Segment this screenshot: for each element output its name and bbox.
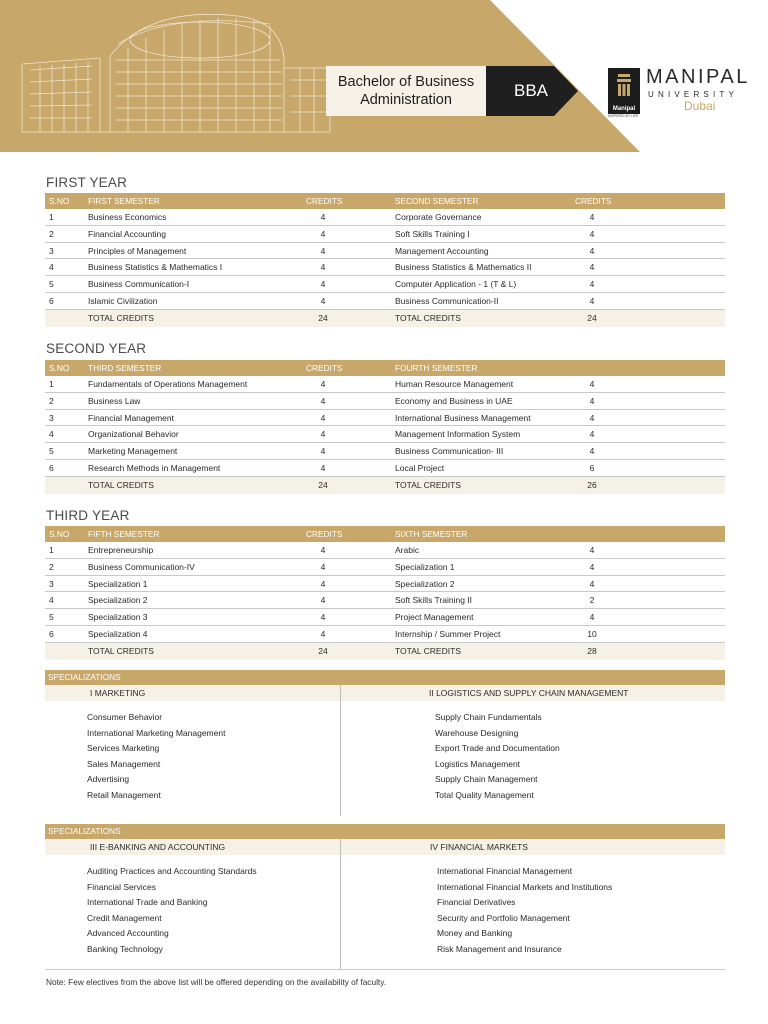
specializations-subheader	[45, 839, 725, 855]
specialization-course: Risk Management and Insurance	[437, 944, 562, 954]
course-sem5: Specialization 3	[88, 612, 148, 623]
header-sno: S.NO	[49, 363, 70, 373]
logo-emblem-icon	[608, 68, 640, 104]
course-sem2: Soft Skills Training I	[395, 228, 470, 239]
credits-sem1: 4	[320, 212, 326, 222]
course-sem1: Principles of Management	[88, 245, 187, 256]
footer-note: Note: Few electives from the above list will be offered depending on the availability of faculty.	[46, 977, 387, 987]
table-row	[45, 559, 725, 576]
course-sem3: Fundamentals of Operations Management	[88, 379, 248, 389]
row-sno: 6	[49, 462, 54, 473]
credits-sem6: 2	[589, 595, 595, 606]
specialization-course: Advanced Accounting	[87, 928, 169, 938]
footer-divider	[45, 969, 725, 970]
row-sno: 5	[49, 446, 54, 457]
table-row	[45, 443, 725, 460]
total-value-sem1: 24	[318, 312, 328, 323]
credits-sem1: 4	[320, 245, 326, 256]
credits-sem2: 4	[589, 245, 595, 256]
credits-sem4: 4	[589, 429, 595, 440]
total-value-sem4: 26	[587, 479, 597, 490]
specialization-course: International Financial Management	[437, 866, 573, 876]
credits-sem5: 4	[320, 628, 326, 639]
credits-sem4: 6	[589, 462, 595, 473]
specialization-course: Credit Management	[87, 913, 162, 923]
credits-sem5: 4	[320, 578, 326, 589]
header-semester-3: THIRD SEMESTER	[88, 363, 162, 373]
credits-sem3: 4	[320, 446, 326, 457]
logo-name: MANIPAL	[646, 66, 750, 88]
total-label-sem6: TOTAL CREDITS	[395, 645, 461, 656]
specialization-course: International Marketing Management	[87, 728, 226, 738]
course-sem5: Specialization 2	[88, 595, 148, 606]
credits-sem1: 4	[320, 295, 326, 306]
row-sno: 4	[49, 595, 54, 606]
credits-sem3: 4	[320, 412, 326, 423]
credits-sem2: 4	[589, 228, 595, 239]
total-label-sem5: TOTAL CREDITS	[88, 645, 154, 656]
specializations-block-1	[45, 670, 725, 816]
logo-mark-label: Manipal	[612, 106, 636, 112]
course-sem3: Research Methods in Management	[88, 462, 221, 473]
specialization-course: Retail Management	[87, 790, 161, 800]
header-credits-2: CREDITS	[575, 196, 612, 206]
specialization-title-ebanking: III E-BANKING AND ACCOUNTING	[90, 842, 226, 852]
table-row	[45, 376, 725, 393]
program-title-line1: Bachelor of Business	[337, 74, 475, 90]
table-row	[45, 393, 725, 410]
credits-sem4: 4	[589, 379, 595, 389]
course-sem3: Financial Management	[88, 412, 174, 423]
total-label-sem2: TOTAL CREDITS	[395, 312, 461, 323]
course-sem6: Soft Skills Training II	[395, 595, 473, 606]
row-sno: 3	[49, 412, 54, 423]
specialization-course: Auditing Practices and Accounting Standards	[87, 866, 257, 876]
credits-sem6: 4	[589, 561, 595, 572]
total-label-sem1: TOTAL CREDITS	[88, 312, 154, 323]
total-value-sem6: 28	[587, 645, 597, 656]
row-sno: 4	[49, 262, 54, 273]
specialization-title-marketing: I MARKETING	[90, 688, 146, 698]
table-row	[45, 276, 725, 293]
header-semester-1: FIRST SEMESTER	[88, 196, 160, 206]
specialization-course: Total Quality Management	[435, 790, 534, 800]
credits-sem3: 4	[320, 395, 326, 406]
header-credits-1: CREDITS	[306, 196, 343, 206]
credits-sem2: 4	[589, 279, 595, 290]
total-label-sem3: TOTAL CREDITS	[88, 479, 154, 490]
credits-sem4: 4	[589, 412, 595, 423]
credits-sem2: 4	[589, 212, 595, 222]
total-credits-row	[45, 310, 725, 327]
table-row	[45, 243, 725, 260]
specialization-course: Logistics Management	[435, 759, 521, 769]
row-sno: 4	[49, 429, 54, 440]
credits-sem1: 4	[320, 279, 326, 290]
table-row	[45, 626, 725, 643]
credits-sem6: 4	[589, 545, 595, 555]
course-sem2: Management Accounting	[395, 245, 489, 256]
course-sem2: Corporate Governance	[395, 212, 482, 222]
course-sem6: Internship / Summer Project	[395, 628, 501, 639]
course-sem2: Computer Application - 1 (T & L)	[395, 279, 517, 290]
total-credits-row	[45, 643, 725, 660]
course-sem3: Business Law	[88, 395, 141, 406]
specialization-course: Banking Technology	[87, 944, 163, 954]
table-row	[45, 542, 725, 559]
logo-city: Dubai	[684, 99, 716, 113]
course-sem1: Business Communication-I	[88, 279, 190, 290]
course-sem4: Human Resource Management	[395, 379, 514, 389]
credits-sem2: 4	[589, 295, 595, 306]
credits-sem3: 4	[320, 462, 326, 473]
specialization-course: Services Marketing	[87, 743, 160, 753]
table-row	[45, 410, 725, 427]
header-credits-5: CREDITS	[306, 529, 343, 539]
specialization-course: Advertising	[87, 774, 130, 784]
credits-sem5: 4	[320, 545, 326, 555]
course-sem1: Financial Accounting	[88, 228, 166, 239]
program-code: BBA	[513, 81, 549, 100]
row-sno: 6	[49, 628, 54, 639]
column-divider	[340, 839, 341, 970]
specializations-block-2	[45, 824, 725, 970]
specialization-course: International Trade and Banking	[87, 897, 208, 907]
third-year-table	[45, 526, 725, 660]
credits-sem6: 10	[587, 628, 597, 639]
table-row	[45, 576, 725, 593]
logo-university: UNIVERSITY	[648, 90, 739, 99]
table-row	[45, 226, 725, 243]
table-row	[45, 426, 725, 443]
table-header	[45, 526, 725, 542]
course-sem4: Local Project	[395, 462, 445, 473]
row-sno: 2	[49, 228, 54, 239]
course-sem1: Islamic Civilization	[88, 295, 158, 306]
credits-sem2: 4	[589, 262, 595, 273]
credits-sem6: 4	[589, 612, 595, 623]
specialization-course: Consumer Behavior	[87, 712, 163, 722]
course-sem5: Entrepreneurship	[88, 545, 154, 555]
course-sem4: Economy and Business in UAE	[395, 395, 513, 406]
university-logo	[608, 68, 758, 118]
specializations-subheader	[45, 685, 725, 701]
row-sno: 3	[49, 578, 54, 589]
course-sem2: Business Communication-II	[395, 295, 499, 306]
total-value-sem3: 24	[318, 479, 328, 490]
specialization-title-financial-markets: IV FINANCIAL MARKETS	[430, 842, 528, 852]
second-year-title: SECOND YEAR	[46, 341, 147, 356]
row-sno: 3	[49, 245, 54, 256]
first-year-table	[45, 193, 725, 327]
course-sem1: Business Statistics & Mathematics I	[88, 262, 223, 273]
header-semester-5: FIFTH SEMESTER	[88, 529, 160, 539]
credits-sem1: 4	[320, 228, 326, 239]
row-sno: 1	[49, 212, 54, 222]
total-value-sem5: 24	[318, 645, 328, 656]
credits-sem5: 4	[320, 595, 326, 606]
course-sem6: Project Management	[395, 612, 474, 623]
column-divider	[340, 685, 341, 816]
table-header	[45, 193, 725, 209]
first-year-title: FIRST YEAR	[46, 175, 128, 190]
table-row	[45, 592, 725, 609]
course-sem6: Specialization 1	[395, 561, 455, 572]
course-sem6: Arabic	[395, 545, 420, 555]
specialization-course: Financial Derivatives	[437, 897, 516, 907]
header-credits-3: CREDITS	[306, 363, 343, 373]
header-semester-2: SECOND SEMESTER	[395, 196, 479, 206]
specialization-title-logistics: II LOGISTICS AND SUPPLY CHAIN MANAGEMENT	[429, 688, 629, 698]
total-value-sem2: 24	[587, 312, 597, 323]
header-semester-6: SIXTH SEMESTER	[395, 529, 468, 539]
row-sno: 1	[49, 545, 54, 555]
row-sno: 2	[49, 561, 54, 572]
third-year-title: THIRD YEAR	[46, 508, 130, 523]
row-sno: 5	[49, 612, 54, 623]
course-sem3: Organizational Behavior	[88, 429, 179, 440]
table-row	[45, 209, 725, 226]
total-label-sem4: TOTAL CREDITS	[395, 479, 461, 490]
credits-sem5: 4	[320, 561, 326, 572]
specializations-heading: SPECIALIZATIONS	[45, 670, 725, 685]
program-title-line2: Administration	[360, 92, 452, 108]
credits-sem5: 4	[320, 612, 326, 623]
course-sem6: Specialization 2	[395, 578, 455, 589]
course-sem5: Business Communication-IV	[88, 561, 195, 572]
specializations-heading: SPECIALIZATIONS	[45, 824, 725, 839]
specialization-course: Money and Banking	[437, 928, 513, 938]
table-row	[45, 609, 725, 626]
course-sem4: Business Communication- III	[395, 446, 504, 457]
specialization-course: Supply Chain Management	[435, 774, 538, 784]
table-row	[45, 259, 725, 276]
specializations-body	[45, 701, 725, 816]
course-sem4: Management Information System	[395, 429, 521, 440]
specialization-course: Export Trade and Documentation	[435, 743, 560, 753]
credits-sem1: 4	[320, 262, 326, 273]
specialization-course: International Financial Markets and Institutions	[437, 882, 613, 892]
logo-mark-icon	[608, 68, 640, 114]
specialization-course: Security and Portfolio Management	[437, 913, 570, 923]
header-sno: S.NO	[49, 529, 70, 539]
program-code-box	[486, 66, 578, 116]
row-sno: 2	[49, 395, 54, 406]
table-row	[45, 460, 725, 477]
course-sem2: Business Statistics & Mathematics II	[395, 262, 532, 273]
course-sem5: Specialization 4	[88, 628, 148, 639]
specialization-course: Supply Chain Fundamentals	[435, 712, 542, 722]
credits-sem4: 4	[589, 446, 595, 457]
logo-tagline: INSPIRED BY LIFE	[608, 114, 639, 118]
credits-sem4: 4	[589, 395, 595, 406]
specialization-course: Warehouse Designing	[435, 728, 519, 738]
credits-sem3: 4	[320, 379, 326, 389]
specialization-course: Financial Services	[87, 882, 156, 892]
second-year-table	[45, 360, 725, 494]
row-sno: 6	[49, 295, 54, 306]
credits-sem3: 4	[320, 429, 326, 440]
table-header	[45, 360, 725, 376]
program-title-box	[326, 66, 486, 116]
credits-sem6: 4	[589, 578, 595, 589]
course-sem1: Business Economics	[88, 212, 167, 222]
course-sem5: Specialization 1	[88, 578, 148, 589]
row-sno: 5	[49, 279, 54, 290]
header-sno: S.NO	[49, 196, 70, 206]
specializations-body	[45, 855, 725, 970]
page-header	[0, 0, 768, 160]
course-sem4: International Business Management	[395, 412, 531, 423]
header-semester-4: FOURTH SEMESTER	[395, 363, 478, 373]
specialization-course: Sales Management	[87, 759, 161, 769]
row-sno: 1	[49, 379, 54, 389]
table-row	[45, 293, 725, 310]
total-credits-row	[45, 477, 725, 494]
course-sem3: Marketing Management	[88, 446, 178, 457]
